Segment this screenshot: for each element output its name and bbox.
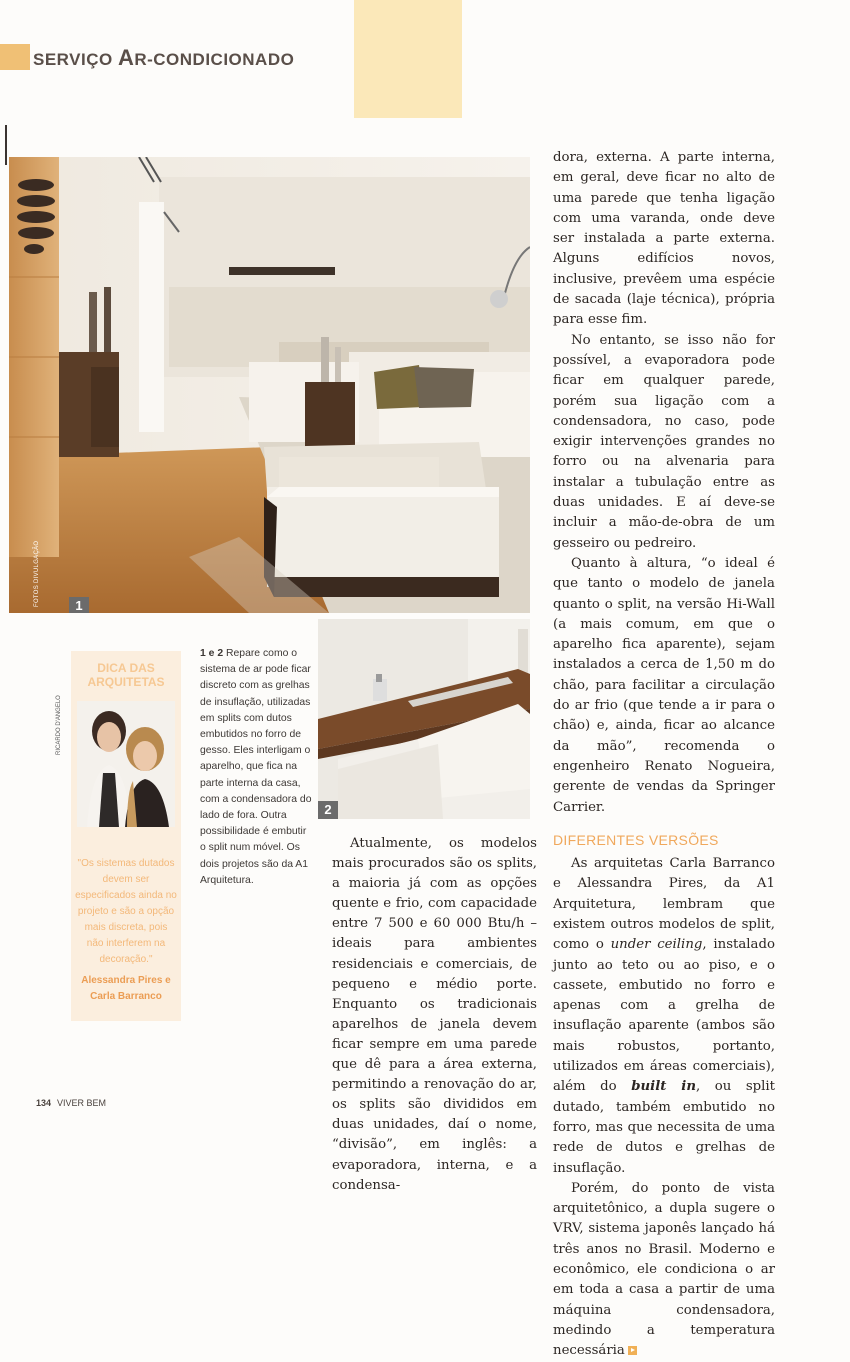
living-room-illustration xyxy=(9,157,530,613)
architects-illustration xyxy=(77,701,175,827)
architects-photo-credit: RICARDO D'ANGELO xyxy=(56,695,62,755)
paragraph: dora, externa. A parte interna, em geral, deve ficar no alto de uma parede que tenha ligação com uma varanda, onde deve ser instalada a parte externa. Alguns edifícios novos, inclusive, prevêem uma espécie de sacada (laje técnica), própria para esse fim. xyxy=(553,150,775,328)
paragraph-text: , ou split dutado, também embutido no forro, mas que necessita de uma rede de dutos e grelhas de insuflação. xyxy=(553,1079,776,1176)
subheading: DIFERENTES VERSÕES xyxy=(553,831,719,848)
sofa-console-illustration xyxy=(318,619,530,819)
photo-living-room xyxy=(9,157,530,613)
paragraph: Quanto à altura, “o ideal é que tanto o modelo de janela quanto o split, na versão Hi-Wall (a mais comum, em que o aparelho fica aparente), sejam instalados a cerca de 1,50 m do chão, para facilitar a circulação do ar frio (que tende a ir para o chão) e, ainda, ficar ao alcance da mão”, recomenda o engenheiro Renato Nogueira, gerente de vendas da Springer Carrier. xyxy=(553,555,775,815)
photo-number-1: 1 xyxy=(69,597,89,613)
body-column-right xyxy=(553,148,775,1362)
section-title: R-CONDICIONADO xyxy=(134,50,295,69)
tip-box xyxy=(71,651,181,1021)
paragraph-text: , instalado junto ao teto ou ao piso, e o cassete, embutido no forro e apenas com a grelha de insuflação aparente (ambos são mais robustos, portanto, utilizados em áreas comerciais), além do xyxy=(553,937,775,1095)
photo-caption xyxy=(200,646,312,889)
magazine-name: VIVER BEM xyxy=(57,1098,107,1108)
emphasis: built in xyxy=(631,1079,697,1095)
caption-ref: 1 e 2 xyxy=(200,648,224,659)
architects-photo xyxy=(77,701,175,827)
paragraph: Atualmente, os modelos mais procurados são os splits, a maioria já com as opções quente e frio, com capacidade entre 7 500 e 60 000 Btu/h – ideais para ambientes residenciais e comerciais, de pequeno e médio porte. Enquanto os tradicionais aparelhos de janela devem ficar sempre em uma parede que dê para a área externa, permitindo a renovação do ar, os splits são divididos em duas unidades, daí o nome, “divisão”, em inglês: a evaporadora, interna, e a condensa- xyxy=(332,836,537,1193)
decorative-color-block xyxy=(354,0,462,118)
emphasis: under ceiling xyxy=(610,937,703,953)
body-column-middle xyxy=(332,834,537,1196)
paragraph-text: As arquitetas Carla Barranco e Alessandra Pires, da A1 Arquitetura, lembram que existem outros modelos de split, como o xyxy=(553,856,775,953)
continue-arrow-icon xyxy=(628,1346,637,1355)
paragraph: No entanto, se isso não for possível, a evaporadora pode ficar em qualquer parede, porém sua ligação com a condensadora, no caso, pode exigir intervenções grandes no forro ou na alvenaria para instalar a tubulação entre as duas unidades. E aí deve-se incluir a mão-de-obra de um gesseiro ou pedreiro. xyxy=(553,332,775,551)
tip-box-title: DICA DAS ARQUITETAS xyxy=(87,661,165,689)
paragraph xyxy=(553,1179,775,1362)
photo-sofa-console xyxy=(318,619,530,819)
caption-text: Repare como o sistema de ar pode ficar discreto com as grelhas de insuflação, utilizadas em splits com dutos embutidos no forro de gesso. Eles interligam o aparelho, que fica na parte interna da casa, com a condensadora do lado de fora. Outra possibilidade é embutir o split num móvel. Os dois projetos são da A1 Arquitetura. xyxy=(200,648,312,886)
page-folio xyxy=(36,1098,106,1108)
photo-number-2: 2 xyxy=(318,801,338,819)
section-title-initial: A xyxy=(117,45,135,70)
photo-credit: FOTOS DIVULGAÇÃO xyxy=(34,540,40,607)
tip-quote: "Os sistemas dutados devem ser especificados ainda no projeto e são a opção mais discreta, pois não interferem na decoração." xyxy=(75,858,177,965)
tip-author: Alessandra Pires e Carla Barranco xyxy=(81,975,171,1002)
page-number: 134 xyxy=(36,1098,52,1108)
vertical-rule xyxy=(5,125,7,165)
section-marker xyxy=(0,44,30,70)
section-header xyxy=(33,45,294,71)
section-label: SERVIÇO xyxy=(33,50,113,69)
paragraph-text: Porém, do ponto de vista arquitetônico, a dupla sugere o VRV, sistema japonês lançado há três anos no Brasil. Moderno e econômico, ele condiciona o ar em toda a casa a partir de uma máquina condensadora, medindo a temperatura necessária xyxy=(553,1180,775,1359)
paragraph xyxy=(553,854,775,1179)
